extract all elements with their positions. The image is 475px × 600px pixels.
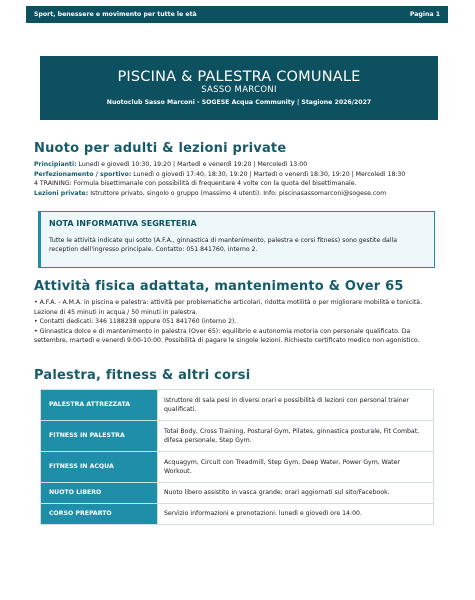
page-meta: Nuotoclub Sasso Marconi - SOGESE Acqua Community | Stagione 2026/2027 [106, 99, 372, 106]
services-table [40, 389, 434, 525]
section-heading-adapted-activity: Attività fisica adattata, mantenimento & Over 65 [34, 279, 404, 294]
section-heading-swimming: Nuoto per adulti & lezioni private [34, 141, 287, 156]
label-beginners: Principianti: [34, 161, 77, 168]
table-row [41, 483, 434, 504]
bullet-contacts: • Contatti dedicati: 346 1188238 oppure 051 841760 (interno 2). [34, 318, 237, 326]
row-key: FITNESS IN PALESTRA [41, 421, 158, 452]
bullet-gentle-gym: • Ginnastica dolce e di mantenimento in palestra (Over 65): equilibrio e autonomia motoria con personale qualificato. Da settembre, martedì e venerdì 9:00-10:00. Possibilità di pagare le singole lezioni. Richiesto certificato medico non agonistico. [34, 327, 420, 345]
swimming-details [34, 160, 439, 198]
table-row [41, 452, 434, 483]
table-row [41, 504, 434, 525]
page-number: Pagina 1 [409, 11, 440, 18]
section-heading-gym: Palestra, fitness & altri corsi [34, 368, 251, 383]
text-private-lessons: Istruttore privato, singolo o gruppo (massimo 4 utenti). Info: piscinasassomarconi@sogese.com [88, 189, 387, 197]
row-key: NUOTO LIBERO [41, 483, 158, 504]
note-title: NOTA INFORMATIVA SEGRETERIA [49, 219, 197, 228]
label-private-lessons: Lezioni private: [34, 189, 89, 197]
row-value: Acquagym, Circuit con Treadmill, Step Gym, Deep Water, Power Gym, Water Workout. [158, 452, 434, 483]
row-value: Istruttore di sala pesi in diversi orari e possibilità di lezioni con personal trainer qualificati. [158, 390, 434, 421]
top-bar-tagline: Sport, benessere e movimento per tutte le età [34, 11, 197, 18]
row-key: PALESTRA ATTREZZATA [41, 390, 158, 421]
row-value: Servizio informazioni e prenotazioni: lunedì e giovedì ore 14:00. [158, 504, 434, 525]
text-beginners: Lunedì e giovedì 10:30, 19:20 | Martedì e venerdì 19:20 | Mercoledì 13:00 [76, 161, 308, 168]
text-training: 4 TRAINING: Formula bisettimanale con possibilità di frequentare 4 volte con la quota del bisettimanale. [34, 180, 357, 188]
top-bar [26, 6, 448, 23]
page-subtitle: SASSO MARCONI [201, 85, 277, 95]
title-banner [40, 56, 438, 120]
row-value: Total Body, Cross Training, Postural Gym, Pilates, ginnastica posturale, Fit Combat, difesa personale, Step Gym. [158, 421, 434, 452]
row-value: Nuoto libero assistito in vasca grande; orari aggiornati sul sito/Facebook. [158, 483, 434, 504]
info-note-box [38, 211, 435, 268]
bullet-afa: • A.F.A. - A.M.A. in piscina e palestra: attività per problematiche articolari, ridotta motilità o per migliorare mobilità e tonicità. Lezione di 45 minuti in acqua / 50 minuti in palestra. [34, 299, 423, 316]
adapted-activity-details [34, 298, 439, 346]
table-row [41, 390, 434, 421]
row-key: CORSO PREPARTO [41, 504, 158, 525]
table-row [41, 421, 434, 452]
page-title: PISCINA & PALESTRA COMUNALE [117, 69, 361, 85]
text-advanced: Lunedì o giovedì 17:40, 18:30, 19:20 | Martedì o venerdì 18:30, 19:20 | Mercoledì 18:30 [131, 170, 406, 178]
label-advanced: Perfezionamento / sportivo: [34, 170, 132, 178]
row-key: FITNESS IN ACQUA [41, 452, 158, 483]
note-text: Tutte le attività indicate qui sotto (A.F.A., ginnastica di mantenimento, palestra e corsi fitness) sono gestite dalla reception dell'ingresso principale. Contatto: 051 841760, interno 2. [49, 237, 398, 254]
